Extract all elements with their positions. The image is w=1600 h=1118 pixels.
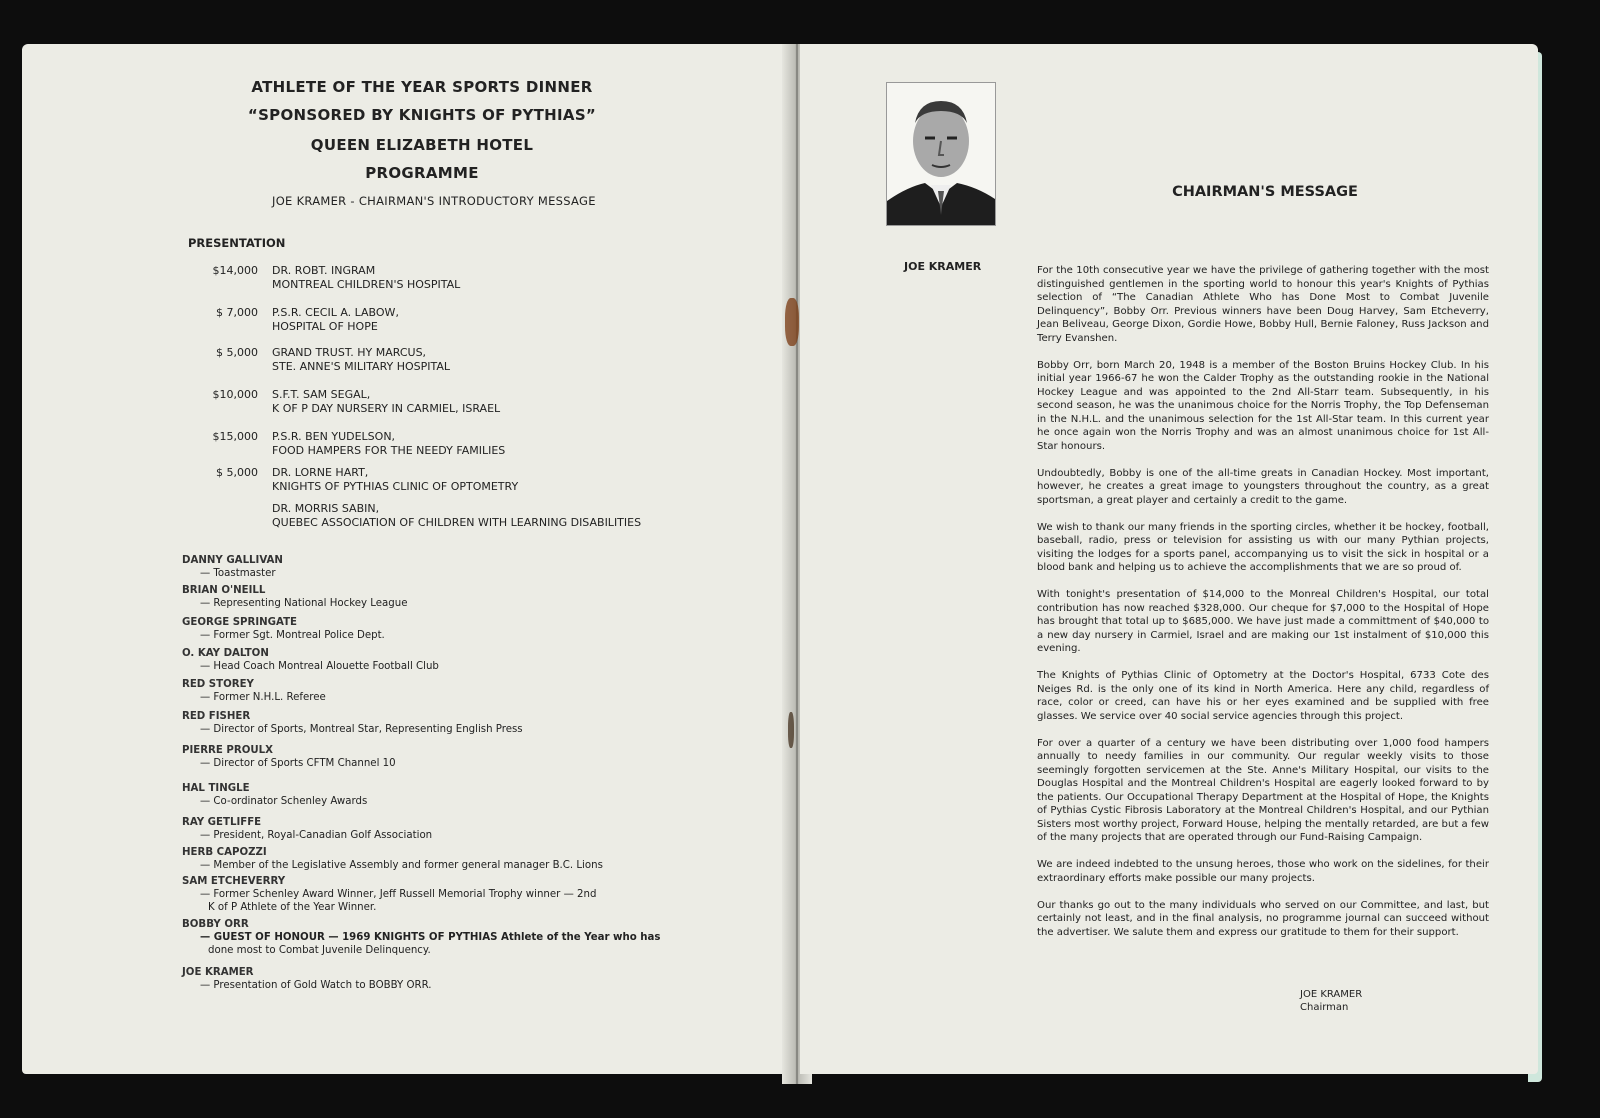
- title-line-3: QUEEN ELIZABETH HOTEL: [310, 136, 534, 154]
- title-line-4: PROGRAMME: [365, 164, 479, 182]
- programme-person: BOBBY ORR — GUEST OF HONOUR — 1969 KNIGHTS OF PYTHIAS Athlete of the Year who has done most to Combat Juvenile Delinquency.: [182, 919, 661, 956]
- presentation-desc: DR. ROBT. INGRAM MONTREAL CHILDREN'S HOSPITAL: [272, 264, 461, 291]
- programme-person: RED STOREY — Former N.H.L. Referee: [182, 679, 326, 703]
- signature-title: Chairman: [1300, 1002, 1349, 1013]
- signature-name: JOE KRAMER: [1300, 989, 1363, 1000]
- programme-spread: [22, 44, 1562, 1080]
- programme-person: GEORGE SPRINGATE — Former Sgt. Montreal Police Dept.: [182, 617, 385, 641]
- programme-person: HERB CAPOZZI — Member of the Legislative Assembly and former general manager B.C. Lions: [182, 847, 603, 871]
- programme-person: JOE KRAMER — Presentation of Gold Watch to BOBBY ORR.: [182, 967, 432, 991]
- message-body: [1037, 264, 1489, 953]
- presentation-amount: $ 7,000: [216, 306, 258, 319]
- rust-stain: [785, 298, 799, 346]
- programme-person: RED FISHER — Director of Sports, Montreal Star, Representing English Press: [182, 711, 523, 735]
- presentation-amount: $14,000: [212, 264, 258, 277]
- message-paragraph: Bobby Orr, born March 20, 1948 is a member of the Boston Bruins Hockey Club. In his initial year 1966-67 he won the Calder Trophy as the outstanding rookie in the National Hockey League and was appointed to the 2nd All-Starr team. Subsequently, in his second season, he was the unanimous choice for the Norris Trophy, the Top Defenseman in the N.H.L. and the unanimous selection for the 1st All-Star team. In this current year he once again won the Norris Trophy and was an almost unanimous choice for 1st All-Star honours.: [1037, 359, 1489, 452]
- programme-person: BRIAN O'NEILL — Representing National Hockey League: [182, 585, 408, 609]
- presentation-heading: PRESENTATION: [188, 236, 286, 250]
- presentation-desc: DR. LORNE HART, KNIGHTS OF PYTHIAS CLINIC OF OPTOMETRY: [272, 466, 519, 493]
- left-page: [22, 44, 792, 1074]
- message-paragraph: For over a quarter of a century we have been distributing over 1,000 food hampers annually to needy families in our community. Our regular weekly visits to those seemingly forgotten servicemen at the Ste. Anne's Military Hospital, our visits to the Douglas Hospital and the Montreal Children's Hospital are eagerly looked forward to by the patients. Our Occupational Therapy Department at the Hospital of Hope, the Knights of Pythias Cystic Fibrosis Laboratory at the Montreal Children's Hospital, and our Pythian Sisters most worthy project, Forward House, helping the mentally retarded, are but a few of the many projects that are operated through our Fund-Raising Campaign.: [1037, 737, 1489, 843]
- presentation-desc: S.F.T. SAM SEGAL, K OF P DAY NURSERY IN CARMIEL, ISRAEL: [272, 388, 501, 415]
- message-paragraph: We are indeed indebted to the unsung heroes, those who work on the sidelines, for their extraordinary efforts make possible our many projects.: [1037, 859, 1489, 884]
- intro-message: JOE KRAMER - CHAIRMAN'S INTRODUCTORY MESSAGE: [272, 194, 596, 208]
- presentation-desc: DR. MORRIS SABIN, QUEBEC ASSOCIATION OF CHILDREN WITH LEARNING DISABILITIES: [272, 502, 642, 529]
- message-paragraph: Our thanks go out to the many individuals who served on our Committee, and last, but certainly not least, and in the final analysis, no programme journal can succeed without the advertiser. We salute them and express our gratitude to them for their support.: [1037, 899, 1489, 938]
- presentation-amount: $ 5,000: [216, 466, 258, 479]
- chairman-photo: [886, 82, 996, 226]
- programme-person: DANNY GALLIVAN — Toastmaster: [182, 555, 283, 579]
- presentation-amount: $10,000: [212, 388, 258, 401]
- presentation-desc: GRAND TRUST. HY MARCUS, STE. ANNE'S MILITARY HOSPITAL: [272, 346, 451, 373]
- portrait-image: [887, 83, 995, 225]
- programme-person: O. KAY DALTON — Head Coach Montreal Alouette Football Club: [182, 648, 439, 672]
- programme-person: RAY GETLIFFE — President, Royal-Canadian Golf Association: [182, 817, 433, 841]
- title-line-1: ATHLETE OF THE YEAR SPORTS DINNER: [251, 78, 593, 96]
- message-paragraph: With tonight's presentation of $14,000 to the Monreal Children's Hospital, our total contribution has now reached $328,000. Our cheque for $7,000 to the Hospital of Hope has brought that total up to $685,000. We have just made a committment of $40,000 to a new day nursery in Carmiel, Israel and are making our 1st instalment of $10,000 this evening.: [1037, 589, 1489, 654]
- message-paragraph: The Knights of Pythias Clinic of Optometry at the Doctor's Hospital, 6733 Cote des Neiges Rd. is the only one of its kind in North America. Here any child, regardless of race, color or creed, can have his or her eyes examined and be supplied with free glasses. We service over 40 social service agencies through this project.: [1037, 670, 1489, 722]
- presentation-desc: P.S.R. CECIL A. LABOW, HOSPITAL OF HOPE: [272, 306, 399, 333]
- signature: [1300, 988, 1362, 1014]
- photo-caption: JOE KRAMER: [904, 260, 982, 273]
- message-paragraph: Undoubtedly, Bobby is one of the all-time greats in Canadian Hockey. Most important, however, he creates a great image to youngsters throughout the country, as a great sportsman, a great player and certainly a credit to the game.: [1037, 467, 1489, 506]
- programme-person: SAM ETCHEVERRY — Former Schenley Award Winner, Jeff Russell Memorial Trophy winner — 2nd K of P Athlete of the Year Winner.: [182, 876, 597, 913]
- programme-person: HAL TINGLE — Co-ordinator Schenley Awards: [182, 783, 368, 807]
- programme-person: PIERRE PROULX — Director of Sports CFTM Channel 10: [182, 745, 396, 769]
- right-page: [800, 44, 1538, 1074]
- presentation-amount: $ 5,000: [216, 346, 258, 359]
- page-title: CHAIRMAN'S MESSAGE: [1172, 184, 1358, 200]
- presentation-desc: P.S.R. BEN YUDELSON, FOOD HAMPERS FOR THE NEEDY FAMILIES: [272, 430, 506, 457]
- staple-mark: [788, 712, 794, 748]
- presentation-amount: $15,000: [212, 430, 258, 443]
- title-line-2: “SPONSORED BY KNIGHTS OF PYTHIAS”: [247, 106, 597, 124]
- message-paragraph: We wish to thank our many friends in the sporting circles, whether it be hockey, football, baseball, radio, press or television for assisting us with our many Pythian projects, visiting the lodges for a sports panel, accompanying us to visit the sick in hospital or a blood bank and helping us to achieve the accomplishments that we are so proud of.: [1037, 521, 1489, 573]
- message-paragraph: For the 10th consecutive year we have the privilege of gathering together with the most distinguished gentlemen in the sporting world to honour this year's Knights of Pythias selection of “The Canadian Athlete Who has Done Most to Combat Juvenile Delinquency”, Bobby Orr. Previous winners have been Doug Harvey, Sam Etcheverry, Jean Beliveau, George Dixon, Gordie Howe, Bobby Hull, Bernie Faloney, Russ Jackson and Terry Evanshen.: [1037, 265, 1489, 344]
